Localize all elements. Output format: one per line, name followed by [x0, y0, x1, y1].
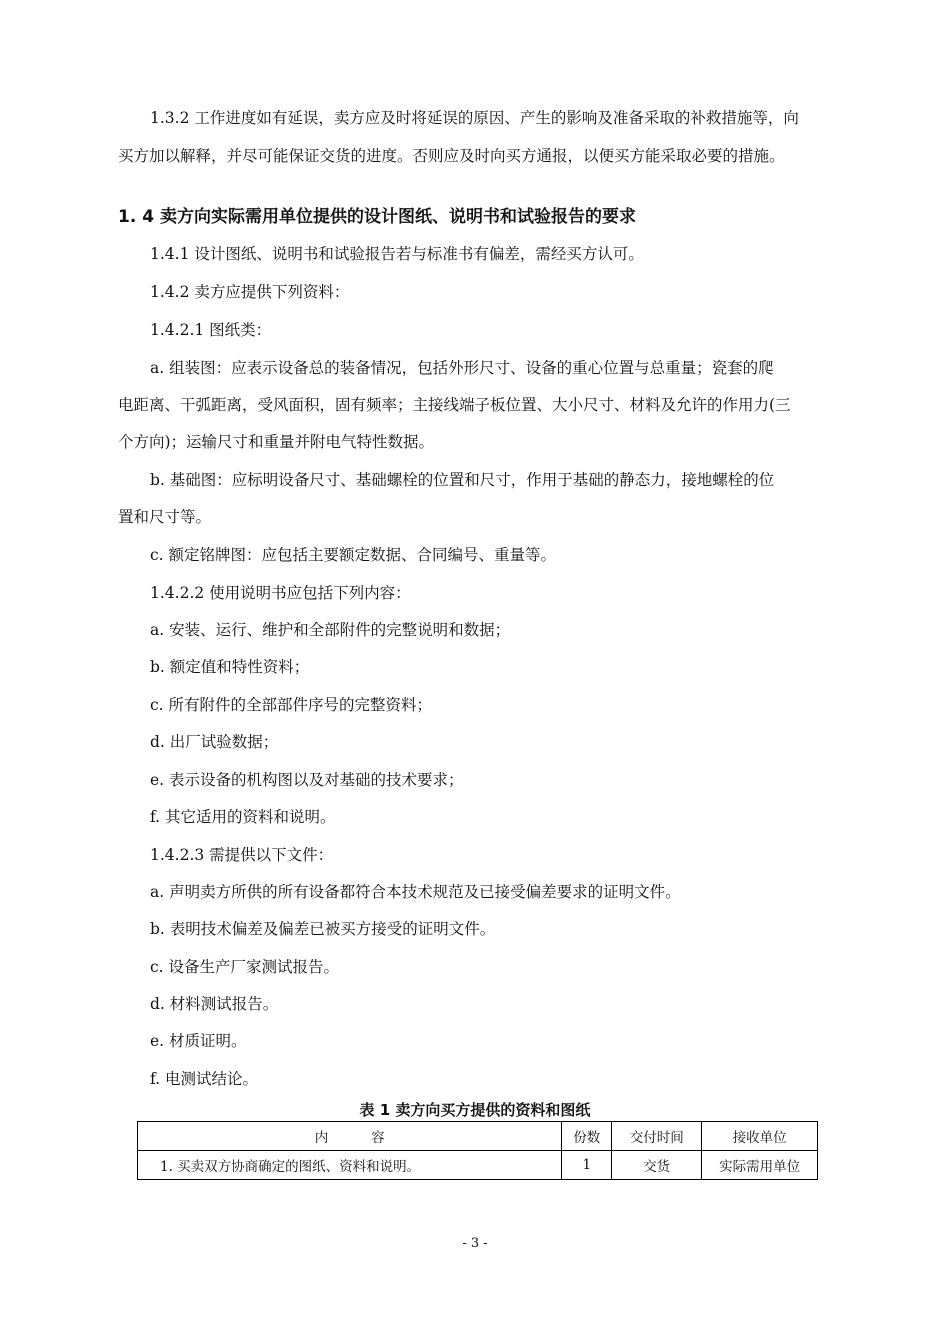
manual-item-f: f. 其它适用的资料和说明。	[150, 808, 336, 826]
page-number: - 3 -	[462, 1236, 488, 1251]
manual-item-e: e. 表示设备的机构图以及对基础的技术要求；	[150, 771, 464, 789]
paragraph-1-4-2-2: 1.4.2.2 使用说明书应包括下列内容：	[150, 584, 411, 602]
cell-content: 1. 买卖双方协商确定的图纸、资料和说明。	[138, 1151, 562, 1180]
item-c-nameplate: c. 额定铭牌图：应包括主要额定数据、合同编号、重量等。	[150, 546, 557, 564]
cell-receiver: 实际需用单位	[702, 1151, 818, 1180]
document-item-a: a. 声明卖方所供的所有设备都符合本技术规范及已接受偏差要求的证明文件。	[150, 883, 681, 901]
paragraph-1-4-2: 1.4.2 卖方应提供下列资料：	[150, 283, 350, 301]
paragraph-1-4-2-3: 1.4.2.3 需提供以下文件：	[150, 846, 334, 864]
manual-item-c: c. 所有附件的全部部件序号的完整资料；	[150, 696, 433, 714]
item-a-assembly-line3: 个方向)；运输尺寸和重量并附电气特性数据。	[118, 433, 435, 451]
table-row	[138, 1151, 818, 1180]
cell-copies: 1	[562, 1151, 612, 1180]
document-item-c: c. 设备生产厂家测试报告。	[150, 958, 340, 976]
item-b-foundation-line2: 置和尺寸等。	[118, 508, 212, 526]
item-b-foundation-line1: b. 基础图：应标明设备尺寸、基础螺栓的位置和尺寸，作用于基础的静态力，接地螺栓的位	[150, 471, 775, 489]
header-delivery-time: 交付时间	[612, 1122, 702, 1151]
header-receiver: 接收单位	[702, 1122, 818, 1151]
document-item-d: d. 材料测试报告。	[150, 995, 279, 1013]
manual-item-d: d. 出厂试验数据；	[150, 733, 279, 751]
manual-item-a: a. 安装、运行、维护和全部附件的完整说明和数据；	[150, 621, 511, 639]
documents-table	[137, 1121, 818, 1180]
header-copies: 份数	[562, 1122, 612, 1151]
paragraph-1-3-2-line2: 买方加以解释，并尽可能保证交货的进度。否则应及时向买方通报，以便买方能采取必要的措施。	[118, 147, 785, 165]
paragraph-1-4-2-1: 1.4.2.1 图纸类：	[150, 321, 272, 339]
table-header-row	[138, 1122, 818, 1151]
document-item-f: f. 电测试结论。	[150, 1070, 259, 1088]
paragraph-1-4-1: 1.4.1 设计图纸、说明书和试验报告若与标准书有偏差，需经买方认可。	[150, 245, 644, 263]
manual-item-b: b. 额定值和特性资料；	[150, 658, 310, 676]
document-item-b: b. 表明技术偏差及偏差已被买方接受的证明文件。	[150, 920, 496, 938]
section-heading-1-4: 1. 4 卖方向实际需用单位提供的设计图纸、说明书和试验报告的要求	[118, 207, 636, 227]
table-caption: 表 1 卖方向买方提供的资料和图纸	[359, 1101, 591, 1119]
cell-delivery-time: 交货	[612, 1151, 702, 1180]
paragraph-1-3-2-line1: 1.3.2 工作进度如有延误，卖方应及时将延误的原因、产生的影响及准备采取的补救措施等，向	[150, 109, 799, 127]
item-a-assembly-line1: a. 组装图：应表示设备总的装备情况，包括外形尺寸、设备的重心位置与总重量；瓷套的爬	[150, 359, 774, 377]
document-item-e: e. 材质证明。	[150, 1032, 247, 1050]
header-content: 内 容	[138, 1122, 562, 1151]
item-a-assembly-line2: 电距离、干弧距离，受风面积，固有频率；主接线端子板位置、大小尺寸、材料及允许的作用力(三	[118, 396, 791, 414]
